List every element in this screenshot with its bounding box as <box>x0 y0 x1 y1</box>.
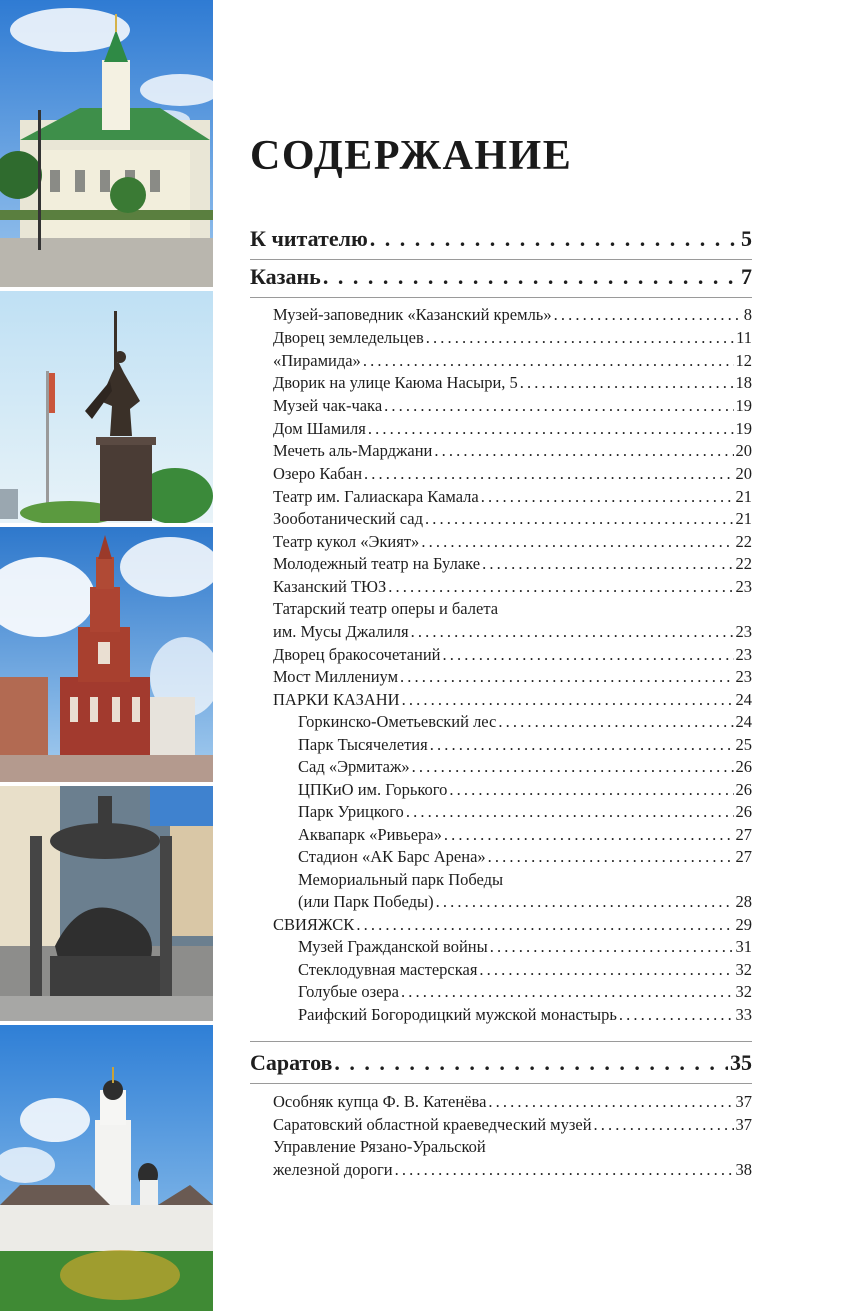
dot-leader <box>490 936 734 958</box>
dot-leader <box>412 756 734 778</box>
photo-cat-sculpture <box>0 786 213 1021</box>
toc-entry[interactable] <box>298 1004 752 1026</box>
toc-section-kazan[interactable] <box>250 262 752 292</box>
toc-page-number: 23 <box>735 577 752 596</box>
toc-entry[interactable] <box>273 1091 752 1113</box>
section-divider <box>250 259 752 260</box>
dot-leader <box>421 531 733 553</box>
toc-entry-title: железной дороги <box>273 1160 393 1179</box>
dot-leader <box>520 372 734 394</box>
toc-entry-title: Дом Шамиля <box>273 419 366 438</box>
toc-page-number: 5 <box>741 226 752 251</box>
toc-entry[interactable] <box>298 711 752 733</box>
toc-entry[interactable] <box>298 756 752 778</box>
toc-page-number: 19 <box>735 396 752 415</box>
toc-entry[interactable] <box>298 824 752 846</box>
toc-entry-title: Театр кукол «Экият» <box>273 532 420 551</box>
toc-page-number: 20 <box>735 464 752 483</box>
toc-entry-line1[interactable]: Управление Рязано-Уральской <box>273 1137 486 1156</box>
toc-page-number: 32 <box>735 960 752 979</box>
dot-leader <box>370 224 739 254</box>
toc-page-number: 11 <box>736 328 752 347</box>
dot-leader <box>488 1091 733 1113</box>
toc-entry[interactable] <box>273 531 752 553</box>
toc-entry-title: Зооботанический сад <box>273 509 423 528</box>
toc-page-number: 7 <box>741 264 752 289</box>
toc-entry[interactable] <box>273 486 752 508</box>
toc-entry-title: Особняк купца Ф. В. Катенёва <box>273 1092 487 1111</box>
toc-entry[interactable] <box>298 779 752 801</box>
toc-entry[interactable] <box>273 304 752 326</box>
toc-entry-title: Дворик на улице Каюма Насыри, 5 <box>273 373 518 392</box>
dot-leader <box>488 846 734 868</box>
toc-entry-title: Музей чак-чака <box>273 396 383 415</box>
toc-page-number: 19 <box>735 419 752 438</box>
toc-entry[interactable] <box>273 463 752 485</box>
toc-entry[interactable] <box>298 734 752 756</box>
toc-entry-title: ЦПКиО им. Горького <box>298 780 448 799</box>
dot-leader <box>498 711 733 733</box>
toc-page-number: 26 <box>735 802 752 821</box>
toc-entry[interactable] <box>273 327 752 349</box>
toc-entry-title: Озеро Кабан <box>273 464 363 483</box>
dot-leader <box>481 486 734 508</box>
toc-entry-title: Стадион «АК Барс Арена» <box>298 847 486 866</box>
toc-entry[interactable] <box>298 936 752 958</box>
toc-entry-line1[interactable]: Мемориальный парк Победы <box>298 870 504 889</box>
dot-leader <box>384 395 733 417</box>
toc-entry[interactable] <box>273 508 752 530</box>
toc-entry[interactable] <box>273 553 752 575</box>
toc-entry[interactable] <box>273 1114 752 1136</box>
photo-monument <box>0 291 213 523</box>
section-divider <box>250 297 752 298</box>
dot-leader <box>356 914 733 936</box>
toc-page-number: 27 <box>735 847 752 866</box>
toc-page-number: 23 <box>735 622 752 641</box>
toc-page-number: 24 <box>735 690 752 709</box>
dot-leader <box>402 689 734 711</box>
toc-entry-title: им. Мусы Джалиля <box>273 622 409 641</box>
toc-page-number: 23 <box>735 667 752 686</box>
dot-leader <box>430 734 734 756</box>
toc-page-number: 24 <box>735 712 752 731</box>
dot-leader <box>363 350 734 372</box>
toc-page-number: 32 <box>735 982 752 1001</box>
dot-leader <box>434 440 733 462</box>
toc-entry[interactable] <box>273 621 752 643</box>
toc-entry-title: Аквапарк «Ривьера» <box>298 825 442 844</box>
toc-page-number: 12 <box>735 351 752 370</box>
toc-entry-title: (или Парк Победы) <box>298 892 434 911</box>
toc-entry[interactable] <box>273 666 752 688</box>
toc-entry[interactable] <box>273 644 752 666</box>
toc-page-number: 26 <box>735 780 752 799</box>
photo-monastery <box>0 1025 213 1311</box>
toc-entry-line1[interactable]: Татарский театр оперы и балета <box>273 599 499 618</box>
toc-entry-title: Музей Гражданской войны <box>298 937 488 956</box>
toc-entry[interactable] <box>273 372 752 394</box>
dot-leader <box>334 1048 728 1078</box>
toc-entry[interactable] <box>273 350 752 372</box>
toc-page-number: 18 <box>735 373 752 392</box>
toc-page-number: 22 <box>735 554 752 573</box>
toc-entry[interactable] <box>273 576 752 598</box>
dot-leader <box>594 1114 734 1136</box>
toc-entry-title: Саратов <box>250 1050 333 1075</box>
toc-entry[interactable] <box>298 891 752 913</box>
dot-leader <box>619 1004 734 1026</box>
toc-entry-title: Казанский ТЮЗ <box>273 577 387 596</box>
toc-page-number: 33 <box>735 1005 752 1024</box>
toc-entry-title: Казань <box>250 264 321 289</box>
toc-subsection-parks[interactable] <box>273 689 752 711</box>
toc-entry[interactable] <box>298 801 752 823</box>
dot-leader <box>449 779 733 801</box>
dot-leader <box>482 553 733 575</box>
toc-page-number: 27 <box>735 825 752 844</box>
dot-leader <box>388 576 733 598</box>
toc-subsection-sviyazhsk[interactable] <box>273 914 752 936</box>
toc-entry-title: Дворец бракосочетаний <box>273 645 441 664</box>
dot-leader <box>426 327 734 349</box>
toc-page-number: 22 <box>735 532 752 551</box>
toc-page-number: 25 <box>735 735 752 754</box>
toc-page-number: 29 <box>735 915 752 934</box>
dot-leader <box>406 801 734 823</box>
dot-leader <box>401 981 734 1003</box>
dot-leader <box>443 644 734 666</box>
toc-entry[interactable] <box>273 1159 752 1181</box>
toc-page-number: 38 <box>735 1160 752 1179</box>
toc-entry-title: Парк Урицкого <box>298 802 404 821</box>
toc-entry[interactable] <box>298 981 752 1003</box>
toc-entry-title: ПАРКИ КАЗАНИ <box>273 690 400 709</box>
toc-page-number: 20 <box>735 441 752 460</box>
toc-entry-title: Мечеть аль-Марджани <box>273 441 433 460</box>
toc-entry-title: Горкинско-Ометьевский лес <box>298 712 497 731</box>
toc-entry-title: Молодежный театр на Булаке <box>273 554 481 573</box>
toc-entry-title: Раифский Богородицкий мужской монастырь <box>298 1005 617 1024</box>
toc-entry-title: Голубые озера <box>298 982 399 1001</box>
dot-leader <box>323 262 739 292</box>
dot-leader <box>364 463 733 485</box>
toc-entry-title: Стеклодувная мастерская <box>298 960 478 979</box>
toc-entry-title: Театр им. Галиаскара Камала <box>273 487 479 506</box>
photo-strip <box>0 0 213 1311</box>
toc-page-number: 26 <box>735 757 752 776</box>
photo-mosque <box>0 0 213 287</box>
toc-entry-title: «Пирамида» <box>273 351 361 370</box>
dot-leader <box>395 1159 734 1181</box>
toc-page-number: 21 <box>735 487 752 506</box>
toc-page-number: 35 <box>730 1050 752 1075</box>
toc-page-number: 23 <box>735 645 752 664</box>
toc-entry-title: СВИЯЖСК <box>273 915 355 934</box>
toc-section-to-reader[interactable] <box>250 224 752 254</box>
page-title: СОДЕРЖАНИЕ <box>250 133 573 179</box>
dot-leader <box>444 824 734 846</box>
toc-page-number: 21 <box>735 509 752 528</box>
toc-page-number: 31 <box>735 937 752 956</box>
toc-entry-title: Дворец земледельцев <box>273 328 424 347</box>
toc-entry[interactable] <box>273 418 752 440</box>
toc-page-number: 37 <box>735 1092 752 1111</box>
toc-entry[interactable] <box>273 395 752 417</box>
dot-leader <box>368 418 734 440</box>
photo-bell-tower <box>0 527 213 782</box>
toc-entry[interactable] <box>298 846 752 868</box>
toc-page-number: 8 <box>743 305 752 324</box>
section-divider <box>250 1083 752 1084</box>
dot-leader <box>425 508 734 530</box>
toc-entry-title: Саратовский областной краеведческий музей <box>273 1115 592 1134</box>
toc-entry[interactable] <box>273 440 752 462</box>
toc-entry[interactable] <box>298 959 752 981</box>
toc-page-number: 28 <box>735 892 752 911</box>
dot-leader <box>411 621 734 643</box>
toc-entry-title: К читателю <box>250 226 368 251</box>
toc-entry-title: Парк Тысячелетия <box>298 735 428 754</box>
toc-entry-title: Музей-заповедник «Казанский кремль» <box>273 305 552 324</box>
dot-leader <box>400 666 733 688</box>
toc-entry-title: Мост Миллениум <box>273 667 399 686</box>
dot-leader <box>479 959 733 981</box>
toc-section-saratov[interactable] <box>250 1048 752 1078</box>
dot-leader <box>436 891 734 913</box>
section-divider <box>250 1041 752 1042</box>
toc-entry-title: Сад «Эрмитаж» <box>298 757 410 776</box>
dot-leader <box>554 304 742 326</box>
toc-page-number: 37 <box>735 1115 752 1134</box>
